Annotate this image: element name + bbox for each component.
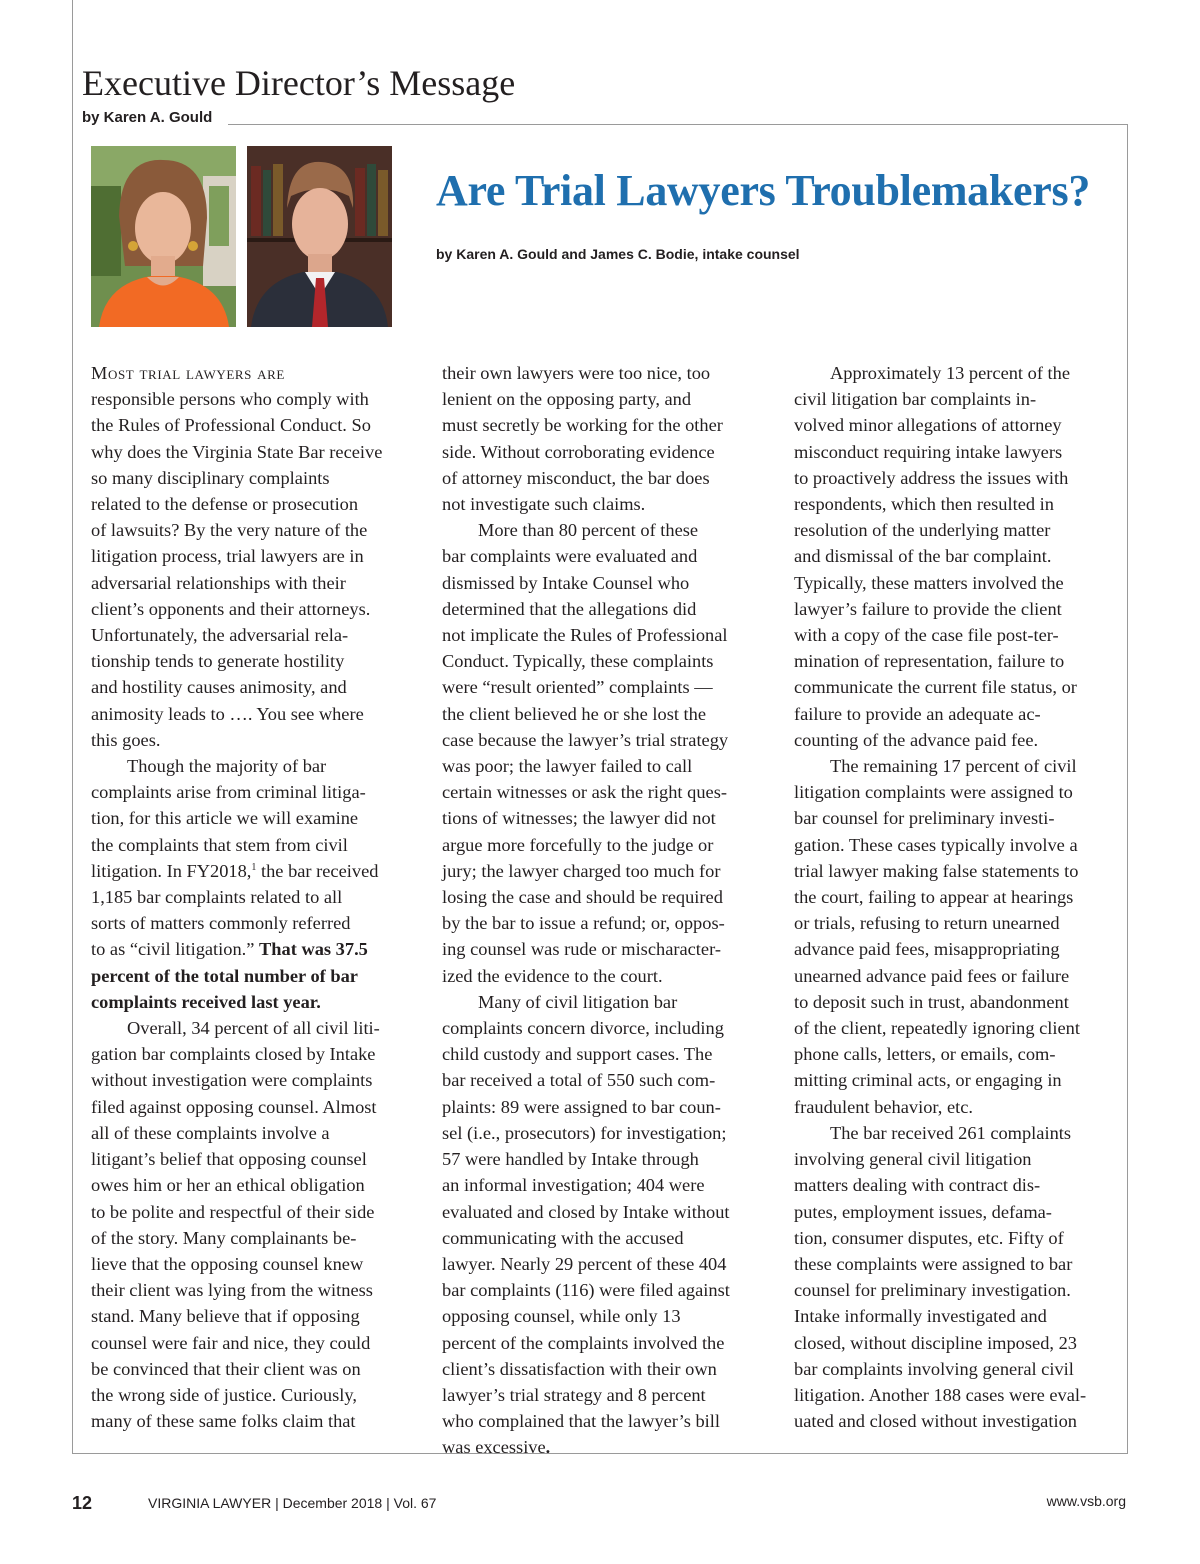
text-line: the client believed he or she lost the: [442, 703, 707, 724]
text-line: be convinced that their client was on: [91, 1358, 361, 1379]
text-line: civil litigation bar complaints in-: [794, 389, 1037, 410]
text-line: not investigate such claims.: [442, 494, 646, 515]
text-line: Unfortunately, the adversarial rela-: [91, 625, 349, 646]
text-line: bar complaints were evaluated and: [442, 546, 698, 567]
text-line: lenient on the opposing party, and: [442, 389, 692, 410]
text-line: Approximately 13 percent of the: [830, 363, 1071, 383]
text-line: certain witnesses or ask the right ques-: [442, 782, 727, 803]
text-line: opposing counsel, while only 13: [442, 1306, 681, 1327]
text-line: volved minor allegations of attorney: [794, 415, 1062, 436]
lead-in: Most trial lawyers are: [91, 363, 285, 383]
text-line: or trials, refusing to return unearned: [794, 913, 1060, 934]
text-line: uated and closed without investigation: [794, 1411, 1077, 1432]
text-line: to proactively address the issues with: [794, 467, 1069, 488]
text-line: many of these same folks claim that: [91, 1411, 356, 1432]
text-line: [91, 936, 421, 962]
text-line: who complained that the lawyer’s bill: [442, 1411, 721, 1432]
text-line: the court, failing to appear at hearings: [794, 887, 1074, 908]
text-line: filed against opposing counsel. Almost: [91, 1096, 377, 1117]
text-line: client’s dissatisfaction with their own: [442, 1358, 717, 1379]
text-line: dismissed by Intake Counsel who: [442, 572, 690, 593]
text-line: [91, 963, 421, 989]
text-line: child custody and support cases. The: [442, 1044, 713, 1065]
text-line: counting of the advance paid fee.: [794, 729, 1039, 750]
frame-rule-right: [1127, 124, 1128, 1454]
text-line: owes him or her an ethical obligation: [91, 1175, 365, 1196]
text-line: tions of witnesses; the lawyer did not: [442, 808, 716, 829]
text-line: trial lawyer making false statements to: [794, 860, 1079, 881]
emphasis-text: That was 37.5: [259, 939, 368, 960]
text-line: gation bar complaints closed by Intake: [91, 1044, 376, 1065]
text-line: The remaining 17 percent of civil: [830, 756, 1077, 777]
text-line: complaints concern divorce, including: [442, 1018, 724, 1039]
text-line: not implicate the Rules of Professional: [442, 625, 728, 646]
text-line: lawyer’s trial strategy and 8 percent: [442, 1384, 706, 1405]
text-line: matters dealing with contract dis-: [794, 1175, 1041, 1196]
text-line: involving general civil litigation: [794, 1149, 1032, 1170]
text-line: without investigation were complaints: [91, 1070, 373, 1091]
text-line: determined that the allegations did: [442, 598, 697, 619]
text-fragment: to as “civil litigation.”: [91, 939, 260, 960]
text-line: counsel were fair and nice, they could: [91, 1332, 371, 1353]
text-line: bar complaints (116) were filed against: [442, 1280, 730, 1301]
text-line: communicating with the accused: [442, 1227, 684, 1248]
emphasis-text: percent of the total number of bar: [91, 965, 358, 986]
text-line: ized the evidence to the court.: [442, 965, 663, 986]
text-line: misconduct requiring intake lawyers: [794, 441, 1063, 462]
text-line: advance paid fees, misappropriating: [794, 939, 1060, 960]
text-line: client’s opponents and their attorneys.: [91, 598, 371, 619]
text-line: fraudulent behavior, etc.: [794, 1096, 974, 1117]
text-line: Overall, 34 percent of all civil liti-: [127, 1018, 380, 1039]
text-line: resolution of the underlying matter: [794, 520, 1051, 541]
publication-info: VIRGINIA LAWYER | December 2018 | Vol. 67: [148, 1495, 437, 1511]
text-line: the wrong side of justice. Curiously,: [91, 1384, 357, 1405]
text-line: tion, for this article we will examine: [91, 808, 359, 829]
website-link[interactable]: www.vsb.org: [1046, 1493, 1126, 1509]
page-number: 12: [72, 1493, 93, 1513]
text-line: 57 were handled by Intake through: [442, 1149, 699, 1170]
text-line: putes, employment issues, defama-: [794, 1201, 1052, 1222]
text-line: gation. These cases typically involve a: [794, 834, 1078, 855]
text-line: plaints: 89 were assigned to bar coun-: [442, 1096, 721, 1117]
text-line: why does the Virginia State Bar receive: [91, 441, 383, 462]
text-line: jury; the lawyer charged too much for: [442, 860, 721, 881]
text-line: litigation process, trial lawyers are in: [91, 546, 364, 567]
text-line: the Rules of Professional Conduct. So: [91, 415, 371, 436]
text-line: [91, 858, 421, 884]
text-line: Intake informally investigated and: [794, 1306, 1047, 1327]
text-line: closed, without discipline imposed, 23: [794, 1332, 1077, 1353]
text-line: respondents, which then resulted in: [794, 494, 1054, 515]
text-line: bar received a total of 550 such com-: [442, 1070, 716, 1091]
text-fragment: the bar received: [256, 860, 379, 881]
text-line: were “result oriented” complaints —: [442, 677, 713, 698]
frame-rule-left: [72, 0, 73, 1454]
text-line: counsel for preliminary investigation.: [794, 1280, 1071, 1301]
text-line: More than 80 percent of these: [478, 520, 699, 541]
text-line: case because the lawyer’s trial strategy: [442, 729, 729, 750]
text-line: by the bar to issue a refund; or, oppos-: [442, 913, 725, 934]
emphasis-text: complaints received last year.: [91, 991, 321, 1012]
text-line: [91, 989, 421, 1015]
text-line: of the client, repeatedly ignoring client: [794, 1018, 1080, 1039]
text-line: ing counsel was rude or mischaracter-: [442, 939, 721, 960]
text-line: an informal investigation; 404 were: [442, 1175, 705, 1196]
text-line: [442, 1434, 772, 1460]
text-line: The bar received 261 complaints: [830, 1122, 1072, 1143]
text-line: and hostility causes animosity, and: [91, 677, 347, 698]
text-line: argue more forcefully to the judge or: [442, 834, 714, 855]
text-line: to deposit such in trust, abandonment: [794, 991, 1069, 1012]
text-line: all of these complaints involve a: [91, 1122, 330, 1143]
text-line: must secretly be working for the other: [442, 415, 723, 436]
article-column-1: [91, 360, 421, 1434]
text-line: stand. Many believe that if opposing: [91, 1306, 360, 1327]
text-line: litigation complaints were assigned to: [794, 782, 1073, 803]
text-line: percent of the complaints involved the: [442, 1332, 725, 1353]
article-column-3: [794, 360, 1124, 1434]
text-line: mitting criminal acts, or engaging in: [794, 1070, 1062, 1091]
text-line: the complaints that stem from civil: [91, 834, 348, 855]
text-line: Though the majority of bar: [127, 756, 327, 777]
text-fragment: litigation. In FY2018,: [91, 860, 252, 881]
text-line: communicate the current file status, or: [794, 677, 1077, 698]
text-line: side. Without corroborating evidence: [442, 441, 715, 462]
text-line: evaluated and closed by Intake without: [442, 1201, 730, 1222]
text-line: these complaints were assigned to bar: [794, 1253, 1073, 1274]
text-line: animosity leads to …. You see where: [91, 703, 364, 724]
text-line: and dismissal of the bar complaint.: [794, 546, 1052, 567]
text-line: related to the defense or prosecution: [91, 494, 359, 515]
text-line: litigation. Another 188 cases were eval-: [794, 1384, 1087, 1405]
text-line: unearned advance paid fees or failure: [794, 965, 1070, 986]
text-line: failure to provide an adequate ac-: [794, 703, 1041, 724]
text-line: Typically, these matters involved the: [794, 572, 1064, 593]
text-fragment: was excessive: [442, 1437, 546, 1458]
text-line: with a copy of the case file post-ter-: [794, 625, 1059, 646]
text-line: sel (i.e., prosecutors) for investigation;: [442, 1122, 727, 1143]
text-line: of the story. Many complainants be-: [91, 1227, 357, 1248]
text-line: sorts of matters commonly referred: [91, 913, 351, 934]
text-line: litigant’s belief that opposing counsel: [91, 1149, 367, 1170]
text-line: losing the case and should be required: [442, 887, 723, 908]
text-line: Conduct. Typically, these complaints: [442, 651, 714, 672]
text-line: lawyer. Nearly 29 percent of these 404: [442, 1253, 727, 1274]
text-line: their own lawyers were too nice, too: [442, 363, 711, 383]
text-line: to be polite and respectful of their side: [91, 1201, 375, 1222]
text-line: lieve that the opposing counsel knew: [91, 1253, 364, 1274]
text-line: of attorney misconduct, the bar does: [442, 467, 710, 488]
section-title: Executive Director’s Message: [82, 63, 516, 103]
text-line: mination of representation, failure to: [794, 651, 1065, 672]
author-photo-gould: [91, 146, 236, 327]
text-line: complaints arise from criminal litiga-: [91, 782, 366, 803]
article-column-2: [442, 360, 772, 1461]
text-line: bar complaints involving general civil: [794, 1358, 1074, 1379]
text-line: adversarial relationships with their: [91, 572, 346, 593]
text-line: tion, consumer disputes, etc. Fifty of: [794, 1227, 1064, 1248]
footnote-ref[interactable]: 1: [251, 861, 257, 873]
text-line: lawyer’s failure to provide the client: [794, 598, 1062, 619]
article-authors: by Karen A. Gould and James C. Bodie, intake counsel: [436, 246, 800, 262]
text-line: 1,185 bar complaints related to all: [91, 887, 343, 908]
text-line: Many of civil litigation bar: [478, 991, 678, 1012]
text-line: of lawsuits? By the very nature of the: [91, 520, 368, 541]
text-line: bar counsel for preliminary investi-: [794, 808, 1055, 829]
emphasis-text: .: [545, 1437, 551, 1458]
text-line: responsible persons who comply with: [91, 389, 369, 410]
text-line: was poor; the lawyer failed to call: [442, 756, 693, 777]
author-photo-bodie: [247, 146, 392, 327]
frame-rule-top: [228, 124, 1128, 125]
text-line: this goes.: [91, 729, 161, 750]
section-byline: by Karen A. Gould: [82, 109, 213, 126]
text-line: tionship tends to generate hostility: [91, 651, 345, 672]
text-line: so many disciplinary complaints: [91, 467, 330, 488]
text-line: phone calls, letters, or emails, com-: [794, 1044, 1056, 1065]
text-line: their client was lying from the witness: [91, 1280, 373, 1301]
article-headline: Are Trial Lawyers Troublemakers?: [436, 166, 1091, 215]
